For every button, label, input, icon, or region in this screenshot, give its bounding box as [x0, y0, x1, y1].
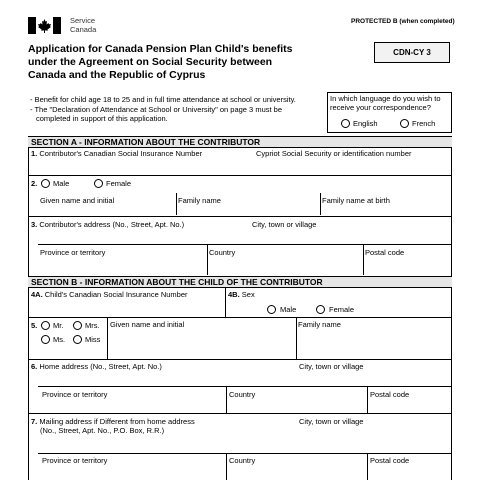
- miss-radio[interactable]: [73, 335, 82, 344]
- mailing-address-input[interactable]: [40, 437, 290, 451]
- q4b-text: Sex: [241, 290, 255, 299]
- mailing-country-input[interactable]: [229, 466, 364, 478]
- child-female-label: Female: [329, 305, 355, 314]
- q3-text: Contributor's address (No., Street, Apt. No.): [39, 220, 185, 229]
- q7-label: [31, 417, 195, 435]
- postal-label: Postal code: [365, 248, 405, 257]
- child-family-name-input[interactable]: [298, 330, 448, 356]
- mr-label: Mr.: [53, 321, 64, 330]
- q1-label: [31, 149, 202, 158]
- row-divider: [28, 359, 452, 360]
- ms-label: Ms.: [53, 335, 66, 344]
- section-b-title: SECTION B - INFORMATION ABOUT THE CHILD OF THE CONTRIBUTOR: [31, 277, 323, 287]
- mrs-radio[interactable]: [73, 321, 82, 330]
- column-divider: [367, 453, 368, 480]
- child-male-radio[interactable]: [267, 305, 276, 314]
- child-city-input[interactable]: [299, 372, 447, 384]
- column-divider: [176, 193, 177, 215]
- section-a-title: SECTION A - INFORMATION ABOUT THE CONTRIBUTOR: [31, 137, 261, 147]
- language-question-line2: receive your correspondence?: [330, 103, 431, 112]
- column-divider: [225, 288, 226, 317]
- department-line1: Service: [70, 16, 96, 25]
- row-divider: [28, 175, 452, 176]
- note-line: completed in support of this application.: [36, 114, 168, 123]
- q4b-number: 4B.: [228, 290, 240, 299]
- sin-input[interactable]: [40, 159, 240, 173]
- title-line: under the Agreement on Social Security between: [28, 56, 273, 68]
- contributor-female-radio[interactable]: [94, 179, 103, 188]
- q4a-text: Child's Canadian Social Insurance Number: [44, 290, 188, 299]
- department-name: [70, 16, 96, 34]
- form-code: CDN-CY 3: [393, 48, 431, 57]
- contributor-female-label: Female: [106, 179, 132, 188]
- child-given-name-input[interactable]: [110, 330, 294, 356]
- q1-text: Contributor's Canadian Social Insurance Number: [39, 149, 203, 158]
- child-postal-input[interactable]: [370, 400, 448, 412]
- contributor-postal-input[interactable]: [365, 258, 449, 272]
- child-given-name-label: Given name and initial: [110, 320, 185, 329]
- column-divider: [367, 386, 368, 413]
- canada-flag-logo: [28, 17, 61, 34]
- title-block: [28, 43, 348, 82]
- family-name-birth-label: Family name at birth: [322, 196, 390, 205]
- child-province-input[interactable]: [42, 400, 222, 412]
- column-divider: [363, 244, 364, 275]
- title-line: Canada and the Republic of Cyprus: [28, 69, 206, 81]
- q4b-label: [228, 290, 255, 299]
- row-divider: [28, 413, 452, 414]
- mailing-city-input[interactable]: [299, 427, 447, 451]
- q5-number: 5.: [31, 321, 38, 330]
- protected-label: PROTECTED B (when completed): [351, 18, 455, 25]
- child-male-label: Male: [280, 305, 297, 314]
- form-border-left: [28, 136, 29, 480]
- contributor-male-radio[interactable]: [41, 179, 50, 188]
- section-a-header: [28, 136, 452, 148]
- form-border-right: [451, 136, 452, 480]
- row-divider: [28, 216, 452, 217]
- form-code-box: [374, 42, 450, 63]
- mailing-postal-input[interactable]: [370, 466, 448, 478]
- french-radio[interactable]: [400, 119, 409, 128]
- contributor-family-name-birth-input[interactable]: [322, 205, 448, 215]
- mailing-province-label: Province or territory: [42, 456, 108, 465]
- language-question-line1: In which language do you wish to: [330, 94, 441, 103]
- mailing-city-label: City, town or village: [299, 417, 364, 426]
- country-label: Country: [209, 248, 236, 257]
- q3-label: [31, 220, 184, 229]
- child-country-input[interactable]: [229, 400, 364, 412]
- mailing-country-label: Country: [229, 456, 256, 465]
- column-divider: [107, 317, 108, 359]
- mr-radio[interactable]: [41, 321, 50, 330]
- english-radio[interactable]: [341, 119, 350, 128]
- q4a-label: [31, 290, 188, 299]
- child-city-label: City, town or village: [299, 362, 364, 371]
- q7-text-line2: (No., Street, Apt. No., P.O. Box, R.R.): [40, 426, 165, 435]
- child-home-address-input[interactable]: [40, 372, 290, 384]
- q2-number: 2.: [31, 179, 38, 188]
- q4a-number: 4A.: [31, 290, 43, 299]
- city-label: City, town or village: [252, 220, 317, 229]
- contributor-given-name-input[interactable]: [40, 205, 174, 215]
- contributor-city-input[interactable]: [252, 230, 447, 242]
- family-name-label: Family name: [178, 196, 221, 205]
- province-label: Province or territory: [40, 248, 106, 257]
- department-line2: Canada: [70, 25, 97, 34]
- mailing-postal-label: Postal code: [370, 456, 410, 465]
- english-label: English: [353, 119, 378, 128]
- mrs-label: Mrs.: [85, 321, 100, 330]
- column-divider: [226, 386, 227, 413]
- row-divider: [28, 317, 452, 318]
- child-postal-label: Postal code: [370, 390, 410, 399]
- row-divider: [38, 244, 452, 245]
- contributor-country-input[interactable]: [209, 258, 361, 272]
- contributor-family-name-input[interactable]: [178, 205, 318, 215]
- column-divider: [226, 453, 227, 480]
- contributor-province-input[interactable]: [40, 258, 205, 272]
- language-box: [327, 92, 452, 133]
- miss-label: Miss: [85, 335, 101, 344]
- contributor-address-input[interactable]: [40, 230, 245, 242]
- notes: [30, 95, 330, 123]
- child-female-radio[interactable]: [316, 305, 325, 314]
- q3-number: 3.: [31, 220, 38, 229]
- note-line: - The "Declaration of Attendance at School or University" on page 3 must be: [30, 105, 282, 114]
- column-divider: [296, 317, 297, 359]
- child-province-label: Province or territory: [42, 390, 108, 399]
- q7-text-line1: Mailing address if Different from home address: [39, 417, 195, 426]
- ms-radio[interactable]: [41, 335, 50, 344]
- row-divider: [38, 386, 452, 387]
- cypriot-id-input[interactable]: [256, 159, 446, 173]
- q7-number: 7.: [31, 417, 38, 426]
- column-divider: [320, 193, 321, 215]
- given-name-label: Given name and initial: [40, 196, 115, 205]
- column-divider: [207, 244, 208, 275]
- title-line: Application for Canada Pension Plan Child's benefits: [28, 43, 293, 55]
- child-family-name-label: Family name: [298, 320, 341, 329]
- q6-label: [31, 362, 162, 371]
- mailing-province-input[interactable]: [42, 466, 222, 478]
- french-label: French: [412, 119, 436, 128]
- q1-number: 1.: [31, 149, 38, 158]
- section-b-header: [28, 276, 452, 288]
- contributor-male-label: Male: [53, 179, 70, 188]
- child-sin-input[interactable]: [40, 300, 220, 314]
- q6-text: Home address (No., Street, Apt. No.): [39, 362, 162, 371]
- q6-number: 6.: [31, 362, 38, 371]
- row-divider: [38, 453, 452, 454]
- q1-cyprus-label: Cypriot Social Security or identification number: [256, 149, 412, 158]
- note-line: - Benefit for child age 18 to 25 and in full time attendance at school or university.: [30, 95, 296, 104]
- child-country-label: Country: [229, 390, 256, 399]
